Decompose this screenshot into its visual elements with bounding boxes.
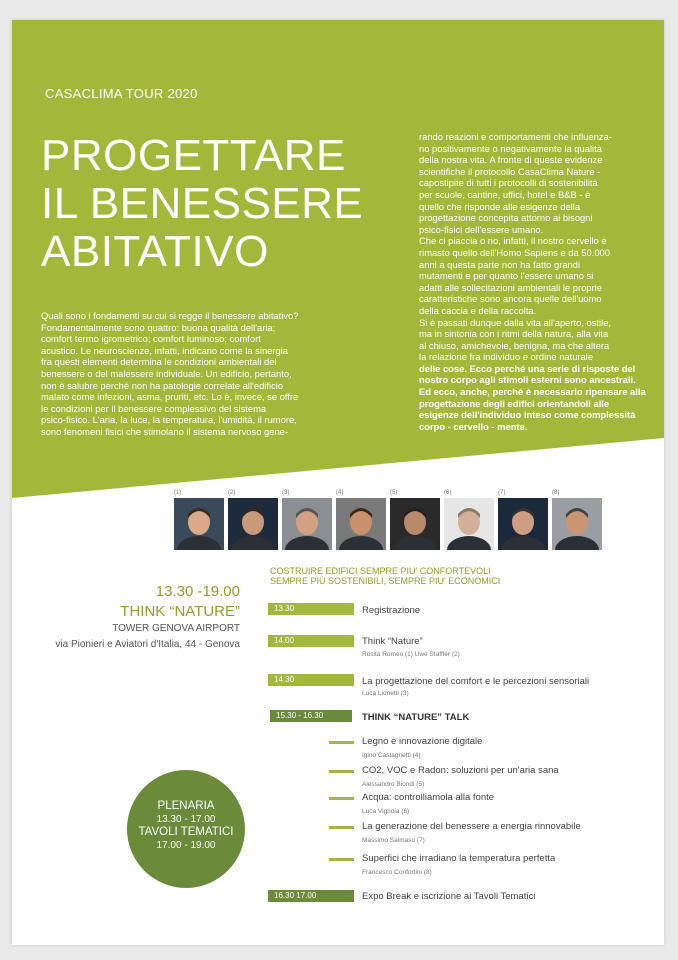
- speaker-photo: [282, 498, 332, 550]
- text-line: al chiuso, amichevole, benigna, ma che altera: [419, 339, 610, 351]
- talk-title: CO2, VOC e Radon: soluzioni per un'aria sana: [362, 765, 559, 776]
- talk-dash: [329, 741, 354, 744]
- talk-title: Legno e innovazione digitale: [362, 736, 483, 747]
- text-line: Fondamentalmente sono quattro: buona qualità dell'aria;: [41, 321, 276, 333]
- text-line: le condizioni per il benessere complessivo del sistema: [41, 402, 267, 414]
- text-line: mutamenti e per quanto l'essere umano si: [419, 270, 594, 282]
- schedule-title: La progettazione del comfort e le percezioni sensoriali: [362, 676, 590, 687]
- tagline-line: SEMPRE PIÙ SOSTENIBILI, SEMPRE PIU' ECONOMICI: [270, 576, 501, 586]
- talk-speaker: Massimo Salmaso (7): [362, 837, 425, 844]
- text-line: rando reazioni e comportamenti che influenza-: [419, 131, 612, 142]
- schedule-title: Registrazione: [362, 605, 421, 616]
- speaker-photos: [172, 490, 612, 552]
- title-line: IL BENESSERE: [41, 179, 364, 228]
- speaker-number: (6): [444, 490, 452, 496]
- talk-speaker: Luca Vignola (6): [362, 808, 410, 815]
- schedule-time-bar: 13.30: [268, 603, 354, 615]
- event-name: THINK “NATURE”: [120, 603, 240, 620]
- plenaria-label: PLENARIA: [157, 800, 215, 812]
- schedule-title: Expo Break e iscrizione ai Tavoli Tematici: [362, 891, 536, 902]
- tagline: [270, 566, 500, 586]
- text-line: psico-fisico. L'aria, la luce, la temperatura, l'umidità, il rumore,: [41, 414, 297, 426]
- schedule-title: THINK “NATURE” TALK: [362, 712, 470, 723]
- title-line: ABITATIVO: [41, 227, 269, 276]
- poster-page: [12, 20, 664, 945]
- text-line: acustico. Le neuroscienze, infatti, indicano come la sinergia: [41, 344, 289, 356]
- text-line: no positivamente o negativamente la qualità: [419, 142, 602, 154]
- intro-text-right: [419, 131, 659, 432]
- speaker-number: (5): [390, 490, 398, 496]
- speaker-number: (2): [228, 490, 236, 496]
- talk-speaker: Francesco Confortini (8): [362, 869, 432, 876]
- schedule-time-bar: 16.30 17.00: [268, 890, 354, 902]
- schedule-time-bar: 14.00: [268, 635, 354, 647]
- schedule-speaker: Luca Lionetti (3): [362, 690, 409, 697]
- speaker-number: (7): [498, 490, 506, 496]
- page-title: [41, 132, 363, 276]
- plenaria-time: 13.30 - 17.00: [156, 814, 216, 825]
- text-line: comfort termo igrometrico; comfort luminoso; comfort: [41, 333, 261, 345]
- session-circle: [127, 770, 245, 888]
- text-line-bold: nostro corpo agli stimoli esterni sono ancestrali.: [419, 374, 636, 386]
- text-line: scientifiche il protocollo CasaClima Nature -: [419, 165, 601, 177]
- text-line: non è salubre perché non ha patologie correlate all'edificio: [41, 379, 284, 391]
- talk-dash: [329, 858, 354, 861]
- text-line: progettazione concepita attorno ai bisogni: [419, 212, 593, 224]
- tagline-line: COSTRUIRE EDIFICI SEMPRE PIU' CONFORTEVOLI: [270, 566, 491, 576]
- speaker-number: (1): [174, 490, 182, 496]
- schedule-time-bar: 14.30: [268, 674, 354, 686]
- text-line: rimasto quello dell'Homo Sapiens e da 50.000: [419, 246, 610, 258]
- schedule-time-bar: 15.30 - 16.30: [270, 710, 352, 722]
- speaker-number: (3): [282, 490, 290, 496]
- text-line: quello che risponde alle esigenze della: [419, 200, 581, 212]
- text-line: la relazione fra individuo e ordine naturale: [419, 351, 594, 363]
- speaker-photo: [336, 498, 386, 550]
- talk-dash: [329, 826, 354, 829]
- schedule-title: Think “Nature”: [362, 636, 423, 647]
- text-line: caratteristiche sono ancora quelle dell'uomo: [419, 293, 602, 305]
- text-line-bold: Ed ecco, anche, perché è necessario ripensare alla: [419, 386, 646, 398]
- text-line-bold: delle cose. Ecco perché una serie di risposte del: [419, 362, 636, 374]
- text-line: ma in sintonia con i ritmi della natura, alla vita: [419, 328, 609, 340]
- event-address: via Pionieri e Aviatori d'Italia, 44 - Genova: [55, 639, 240, 650]
- talk-dash: [329, 770, 354, 773]
- text-line: Si è passati dunque dalla vita all'aperto, ostile,: [419, 316, 612, 328]
- text-line: Che ci piaccia o no, infatti, il nostro cervello è: [419, 235, 607, 247]
- schedule-speaker: Rosita Romeo (1) Uwe Staffler (2): [362, 651, 460, 658]
- text-line: psico-fisici dell'essere umano.: [419, 223, 544, 235]
- text-line: fra questi elementi determina le condizioni ambientali del: [41, 356, 277, 368]
- speaker-photo: [552, 498, 602, 550]
- event-venue: TOWER GENOVA AIRPORT: [112, 623, 240, 634]
- talk-title: La generazione del benessere a energia rinnovabile: [362, 821, 581, 832]
- tour-label: CASACLIMA TOUR 2020: [45, 86, 198, 101]
- talk-title: Superfici che irradiano la temperatura perfetta: [362, 853, 556, 864]
- tavoli-time: 17.00 - 19.00: [156, 840, 216, 851]
- text-line: sono fenomeni fisici che stimolano il sistema nervoso gene-: [41, 425, 288, 437]
- talk-speaker: Alessandro Biondi (5): [362, 781, 425, 788]
- speaker-number: (8): [552, 490, 560, 496]
- text-line: della nostra vita. A fronte di queste evidenze: [419, 154, 603, 166]
- talk-dash: [329, 797, 354, 800]
- speaker-photo: [498, 498, 548, 550]
- text-line: della caccia e della raccolta.: [419, 304, 537, 316]
- text-line-bold: corpo - cervello - mente.: [419, 420, 528, 432]
- tavoli-label: TAVOLI TEMATICI: [138, 826, 234, 838]
- speaker-number: (4): [336, 490, 344, 496]
- text-line: per scuole, cantine, uffici, hotel e B&B - è: [419, 188, 591, 200]
- speaker-photo: [228, 498, 278, 550]
- text-line: Quali sono i fondamenti su cui si regge il benessere abitativo?: [41, 310, 299, 321]
- text-line: anni a questa parte non ha fatto grandi: [419, 258, 581, 270]
- talk-title: Acqua: controlliamola alla fonte: [362, 792, 495, 803]
- text-line: malato come infezioni, asma, pruriti, etc. Lo è, invece, se offre: [41, 391, 299, 403]
- speaker-photo: [390, 498, 440, 550]
- text-line-bold: esigenze dell'individuo inteso come complessità: [419, 409, 636, 421]
- text-line: benessere o del malessere individuale. Un edificio, pertanto,: [41, 367, 292, 379]
- title-line: PROGETTARE: [41, 131, 346, 180]
- text-line-bold: progettazione degli edifici orientandoli alle: [419, 397, 610, 409]
- event-time: 13.30 -19.00: [155, 583, 240, 600]
- text-line: capostipite di tutti i protocolli di sostenibilità: [419, 177, 598, 189]
- intro-text-left: [41, 310, 319, 438]
- text-line: adatti alle sollecitazioni ambientali le proprie: [419, 281, 602, 293]
- speaker-photo: [174, 498, 224, 550]
- talk-speaker: Igino Castagnetti (4): [362, 752, 421, 759]
- speaker-photo: [444, 498, 494, 550]
